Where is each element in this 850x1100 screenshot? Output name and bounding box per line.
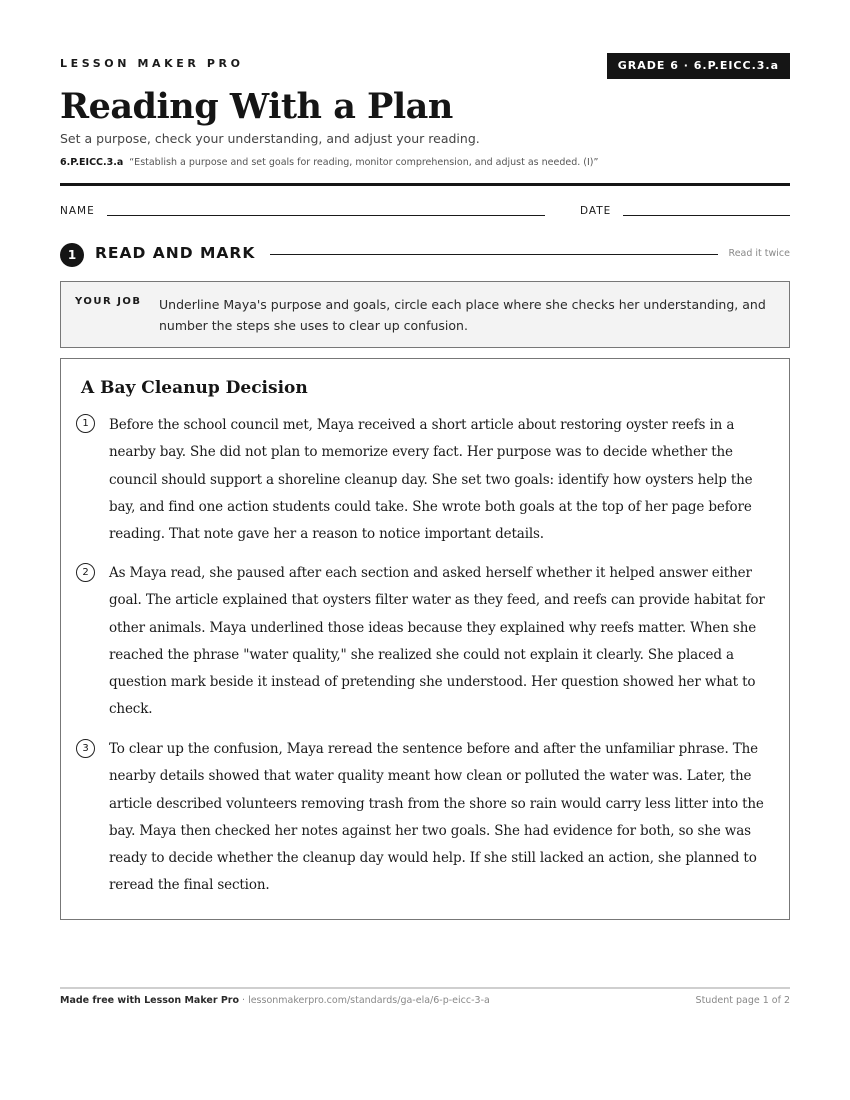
brand-name: LESSON MAKER PRO (60, 57, 244, 70)
section-title: READ AND MARK (95, 244, 256, 262)
instructions-label: YOUR JOB (75, 296, 142, 307)
worksheet-page (60, 0, 790, 1100)
footer-credit (60, 995, 490, 1006)
standard-line (60, 157, 598, 168)
header-divider (60, 183, 790, 186)
instructions-box (60, 281, 790, 348)
date-field[interactable] (623, 215, 790, 216)
section-number-badge: 1 (60, 243, 84, 267)
paragraph-number-3: 3 (76, 739, 95, 758)
footer-made-with: Made free with Lesson Maker Pro (60, 995, 240, 1006)
page-subtitle: Set a purpose, check your understanding, and adjust your reading. (60, 131, 480, 146)
section-note: Read it twice (728, 248, 790, 259)
paragraph-number-2: 2 (76, 563, 95, 582)
grade-badge: GRADE 6 · 6.P.EICC.3.a (607, 53, 790, 79)
page-number: Student page 1 of 2 (695, 995, 790, 1006)
paragraph-1: Before the school council met, Maya received a short article about restoring oyster reefs in a nearby bay. She did not plan to memorize every fact. Her purpose was to decide whether the council should support a shoreline cleanup day. She set two goals: identify how oysters help the bay, and find one action students could take. She wrote both goals at the top of her page before reading. That note gave her a reason to notice important details. (109, 417, 753, 543)
footer-divider (60, 987, 790, 989)
footer-url[interactable]: · lessonmakerpro.com/standards/ga-ela/6-p-eicc-3-a (239, 995, 490, 1006)
date-label: DATE (580, 205, 612, 217)
section-divider (270, 254, 718, 255)
name-label: NAME (60, 205, 95, 217)
paragraph-number-1: 1 (76, 414, 95, 433)
paragraph-3: To clear up the confusion, Maya reread the sentence before and after the unfamiliar phrase. The nearby details showed that water quality meant how clean or polluted the water was. Later, the article described volunteers removing trash from the shore so rain would carry less litter into the bay. Maya then checked her notes against her two goals. She had evidence for both, so she was ready to decide whether the cleanup day would help. If she still lacked an action, she planned to reread the final section. (109, 741, 764, 894)
standard-code: 6.P.EICC.3.a (60, 157, 124, 168)
name-field[interactable] (107, 215, 545, 216)
paragraph-2: As Maya read, she paused after each section and asked herself whether it helped answer either goal. The article explained that oysters filter water as they feed, and reefs can provide habitat for other animals. Maya underlined those ideas because they explained why reefs matter. When she reached the phrase "water quality," she realized she could not explain it clearly. She placed a question mark beside it instead of pretending she understood. Her question showed her what to check. (109, 565, 765, 718)
reading-passage (60, 358, 790, 920)
instructions-text: Underline Maya's purpose and goals, circle each place where she checks her understanding, and number the steps she uses to clear up confusion. (159, 297, 766, 333)
passage-title: A Bay Cleanup Decision (81, 378, 308, 398)
standard-text: “Establish a purpose and set goals for reading, monitor comprehension, and adjust as needed. (I)” (129, 157, 599, 168)
page-title: Reading With a Plan (60, 86, 453, 127)
